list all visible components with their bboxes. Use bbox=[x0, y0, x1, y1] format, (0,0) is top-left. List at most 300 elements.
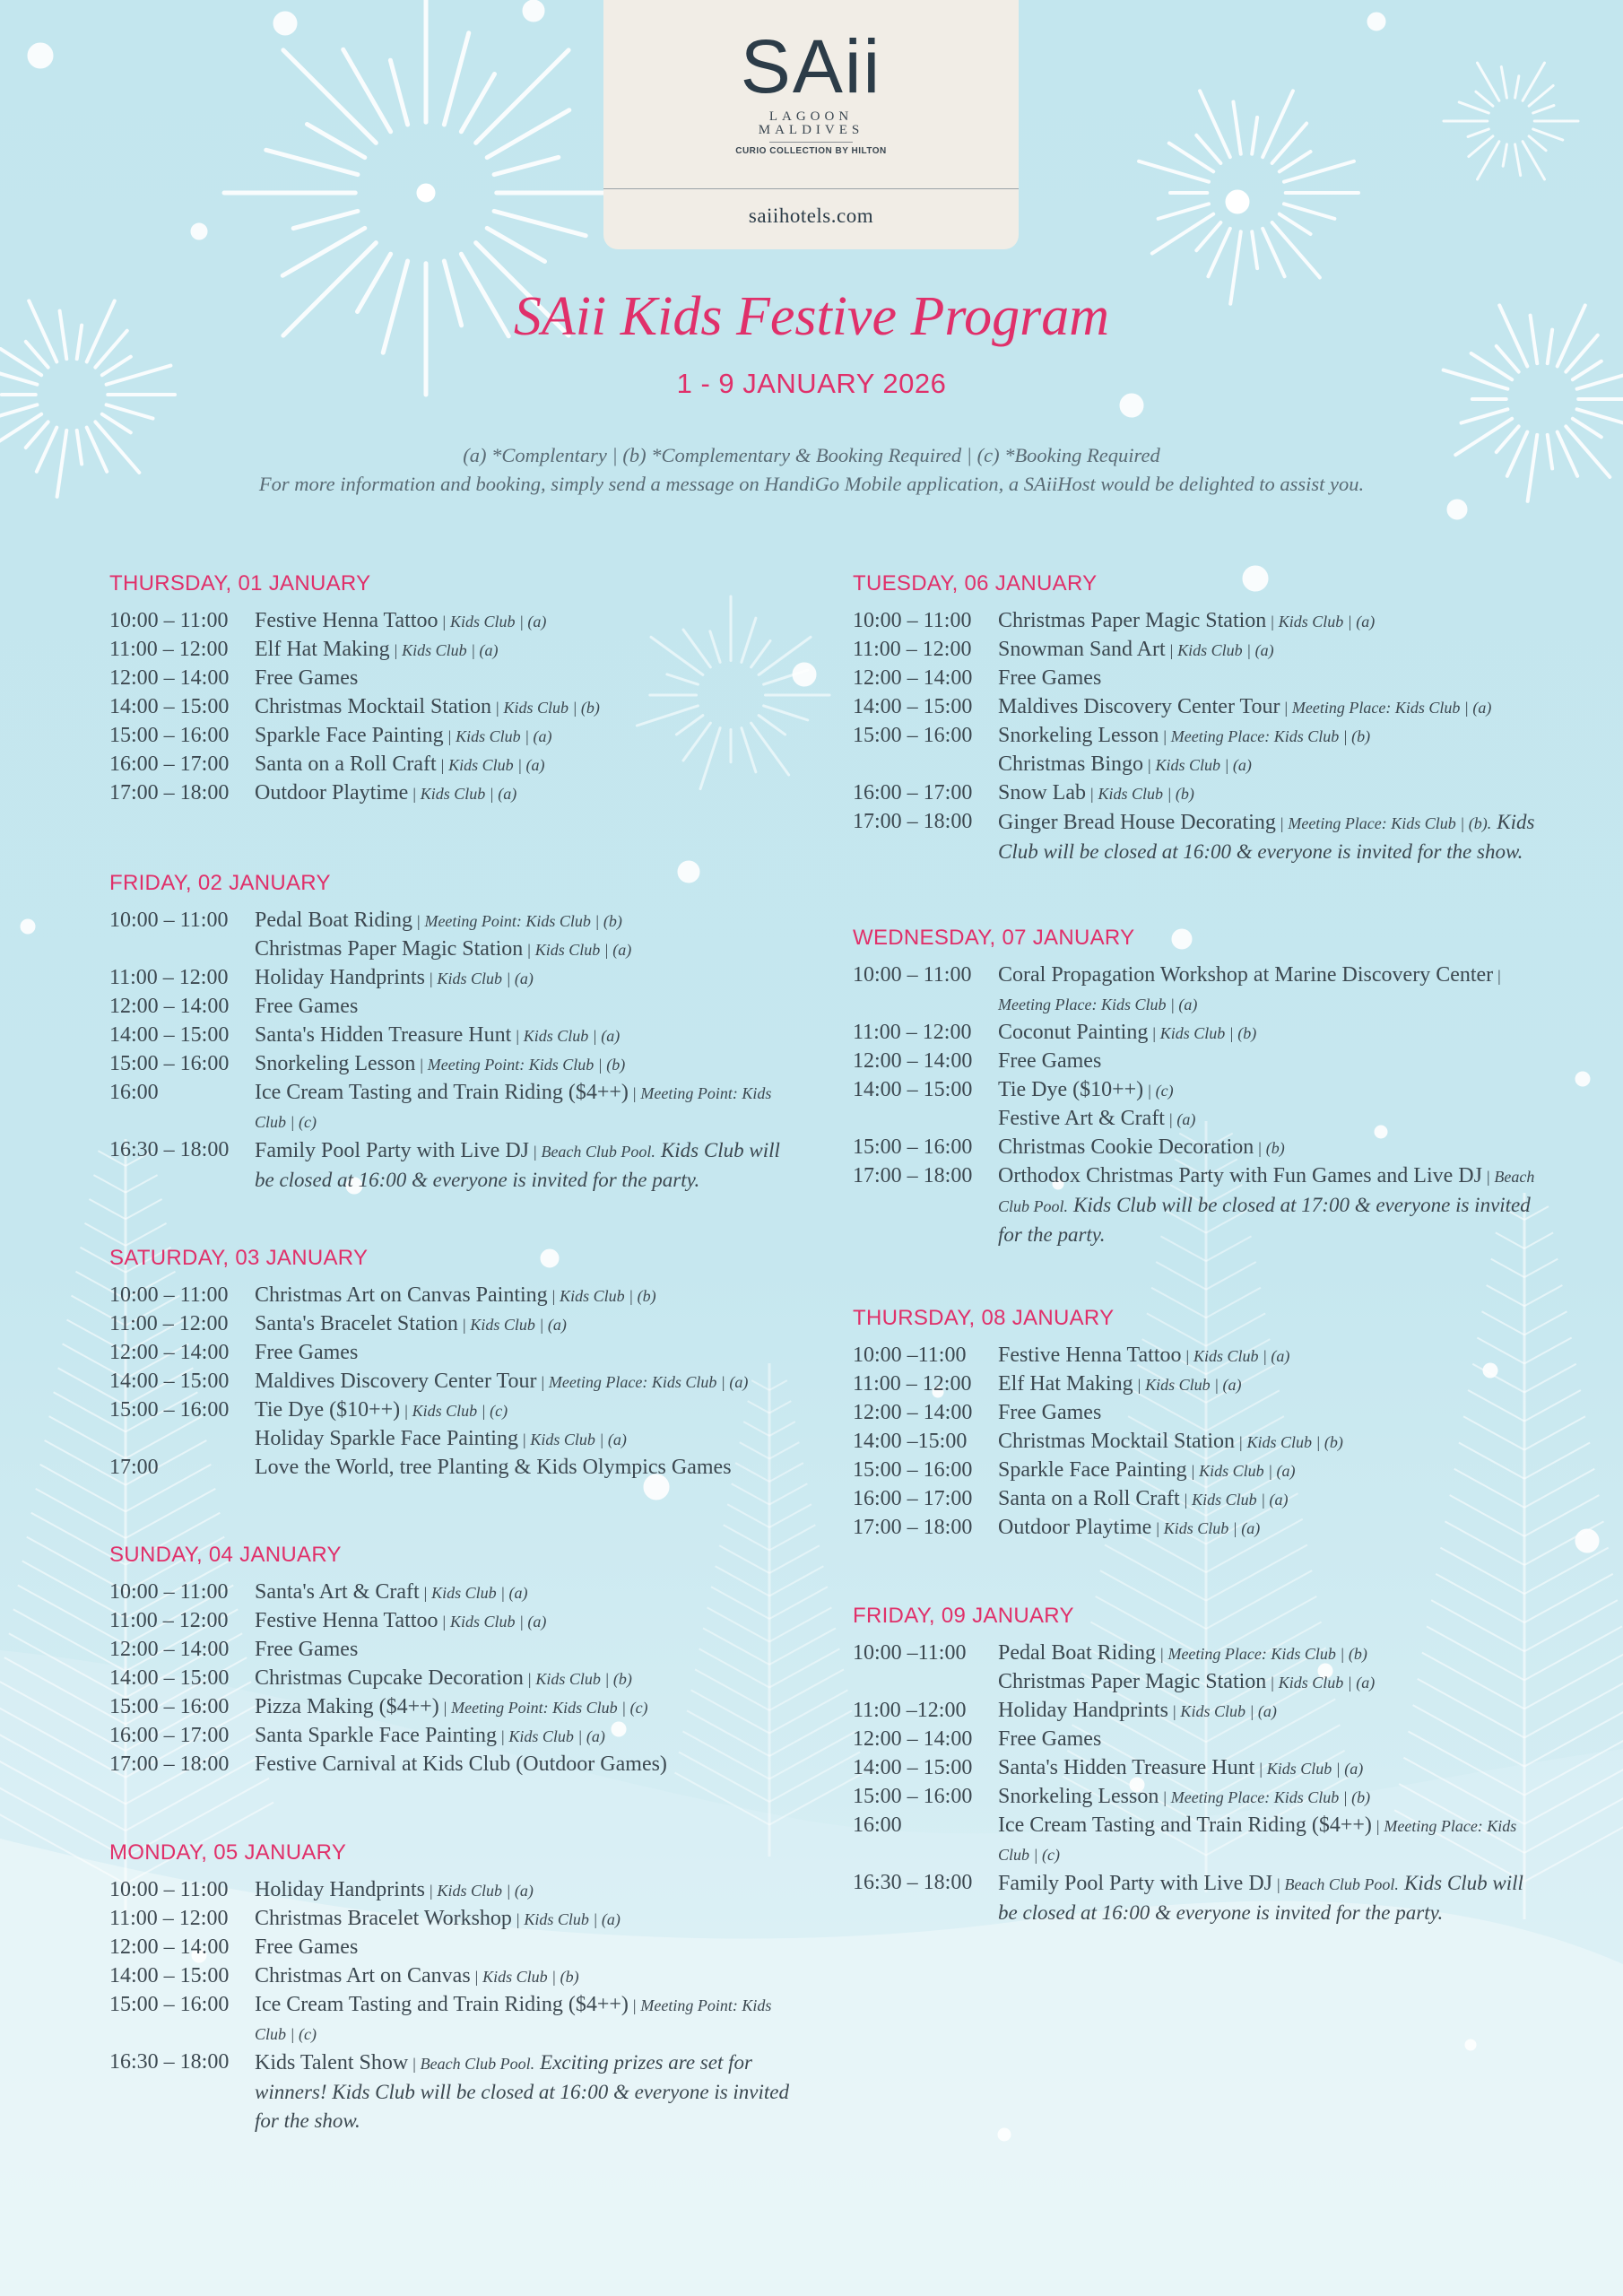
event-details bbox=[255, 1050, 793, 1079]
event-details bbox=[998, 1048, 1536, 1076]
event-time: 11:00 – 12:00 bbox=[853, 1021, 972, 1044]
event-meta: | Meeting Point: Kids Club | (b) bbox=[419, 1056, 626, 1074]
firework-ray bbox=[1252, 231, 1257, 268]
tree-branch bbox=[1524, 1285, 1562, 1306]
event-name: Festive Carnival at Kids Club (Outdoor Games) bbox=[255, 1752, 667, 1776]
event-time: 11:00 – 12:00 bbox=[109, 966, 229, 989]
event-time: 12:00 – 14:00 bbox=[109, 1638, 230, 1661]
event-row bbox=[853, 1783, 1570, 1812]
event-name: Christmas Art on Canvas bbox=[255, 1964, 471, 1987]
event-name: Pedal Boat Riding bbox=[255, 909, 412, 932]
event-details bbox=[998, 1639, 1536, 1668]
tree-branch bbox=[84, 1223, 126, 1246]
logo-subtitle-maldives: MALDIVES bbox=[758, 123, 864, 137]
event-details bbox=[255, 1636, 793, 1665]
event-name: Pedal Boat Riding bbox=[998, 1641, 1156, 1665]
event-name: Free Games bbox=[998, 666, 1102, 690]
booking-info: For more information and booking, simply send a message on HandiGo Mobile application, a SAiiHost would be delighted to assist you. bbox=[258, 473, 1365, 495]
event-time: 14:00 – 15:00 bbox=[853, 1078, 973, 1101]
event-details bbox=[998, 1514, 1536, 1543]
event-meta: | Meeting Place: Kids Club | (b) bbox=[1162, 727, 1371, 745]
event-row bbox=[109, 1396, 827, 1425]
event-row bbox=[109, 607, 827, 636]
event-meta: | Beach Club Pool. bbox=[533, 1143, 655, 1161]
event-meta: | Kids Club | (a) bbox=[1171, 1702, 1277, 1720]
firework-ray bbox=[1139, 161, 1209, 182]
event-time: 17:00 – 18:00 bbox=[109, 1752, 230, 1776]
event-meta: | Kids Club | (a) bbox=[526, 941, 632, 959]
event-list bbox=[853, 961, 1570, 1249]
event-name: Free Games bbox=[255, 1638, 359, 1661]
day-title: SATURDAY, 03 JANUARY bbox=[109, 1246, 369, 1270]
firework-core bbox=[1226, 190, 1249, 213]
snowflake bbox=[1575, 1529, 1599, 1552]
event-name: Christmas Mocktail Station bbox=[255, 695, 491, 718]
event-note: Exciting prizes are set for winners! Kids Club will be closed at 16:00 & everyone is invited for the show. bbox=[255, 2051, 790, 2132]
event-meta: | Meeting Point: Kids Club | (c) bbox=[442, 1699, 648, 1717]
event-details bbox=[998, 1370, 1536, 1399]
event-meta: | Kids Club | (a) bbox=[441, 613, 547, 631]
event-name: Christmas Paper Magic Station bbox=[998, 609, 1267, 632]
firework-ray bbox=[487, 228, 544, 261]
event-name: Christmas Paper Magic Station bbox=[255, 937, 524, 961]
program-date-range: 1 - 9 JANUARY 2026 bbox=[676, 368, 947, 399]
event-meta: | Meeting Point: Kids Club | (c) bbox=[255, 1996, 772, 2043]
firework-ray bbox=[1503, 144, 1506, 166]
firework-ray bbox=[307, 125, 364, 158]
event-time: 15:00 – 16:00 bbox=[109, 1398, 230, 1422]
event-meta: | Kids Club | (a) bbox=[1270, 613, 1376, 631]
event-row bbox=[109, 636, 827, 665]
event-time: 12:00 – 14:00 bbox=[853, 1727, 973, 1751]
event-time: 15:00 – 16:00 bbox=[853, 1785, 973, 1808]
event-meta: | Meeting Place: Kids Club | (a) bbox=[1283, 699, 1492, 717]
event-row bbox=[853, 751, 1570, 779]
event-name: Coconut Painting bbox=[998, 1021, 1149, 1044]
event-time: 16:00 – 17:00 bbox=[109, 752, 230, 776]
event-time: 14:00 – 15:00 bbox=[109, 1666, 230, 1690]
event-list bbox=[109, 1876, 827, 2135]
event-details bbox=[255, 1079, 793, 1136]
event-details bbox=[255, 1310, 793, 1339]
event-time: 12:00 – 14:00 bbox=[109, 1935, 230, 1959]
snowflake bbox=[21, 919, 35, 934]
tree-branch bbox=[1105, 1544, 1206, 1600]
event-time: 14:00 – 15:00 bbox=[853, 695, 973, 718]
event-meta: | Kids Club | (c) bbox=[404, 1402, 508, 1420]
event-name: Coral Propagation Workshop at Marine Discovery Center bbox=[998, 963, 1494, 987]
event-name: Festive Henna Tattoo bbox=[255, 609, 438, 632]
event-row bbox=[853, 1668, 1570, 1697]
firework-ray bbox=[1159, 204, 1209, 219]
tree-branch bbox=[1487, 1285, 1524, 1306]
event-row bbox=[853, 1639, 1570, 1668]
snowflake bbox=[523, 0, 544, 22]
event-meta: | Meeting Point: Kids Club | (b) bbox=[416, 912, 622, 930]
event-details bbox=[998, 665, 1536, 693]
event-meta: | Kids Club | (a) bbox=[439, 756, 545, 774]
event-time: 16:30 – 18:00 bbox=[853, 1871, 973, 1894]
event-row bbox=[853, 1697, 1570, 1726]
event-row bbox=[853, 1754, 1570, 1783]
event-details bbox=[998, 636, 1536, 665]
event-row bbox=[853, 1076, 1570, 1105]
event-details bbox=[998, 1019, 1536, 1048]
event-list bbox=[853, 1342, 1570, 1543]
event-time: 14:00 – 15:00 bbox=[109, 695, 230, 718]
event-time: 14:00 –15:00 bbox=[853, 1430, 968, 1453]
event-meta: | Kids Club | (b) bbox=[473, 1968, 579, 1986]
event-name: Free Games bbox=[998, 1049, 1102, 1073]
event-time: 15:00 – 16:00 bbox=[109, 724, 230, 747]
firework-ray bbox=[1280, 152, 1311, 171]
event-meta: | Kids Club | (b) bbox=[495, 699, 600, 717]
event-name: Ice Cream Tasting and Train Riding ($4++) bbox=[255, 1993, 629, 2016]
event-time: 10:00 – 11:00 bbox=[109, 609, 229, 632]
event-details bbox=[255, 1578, 793, 1607]
event-details bbox=[255, 1396, 793, 1425]
event-row bbox=[109, 693, 827, 722]
event-time: 16:00 – 17:00 bbox=[853, 781, 973, 804]
event-row bbox=[109, 1425, 827, 1454]
event-details bbox=[255, 1751, 793, 1779]
event-time: 16:00 – 17:00 bbox=[853, 1487, 973, 1510]
event-meta: | Meeting Place: Kids Club | (b) bbox=[1159, 1645, 1367, 1663]
event-time: 15:00 – 16:00 bbox=[109, 1695, 230, 1718]
event-details bbox=[255, 993, 793, 1022]
firework-ray bbox=[1272, 222, 1320, 277]
event-row bbox=[109, 1050, 827, 1079]
event-time: 12:00 – 14:00 bbox=[853, 1049, 973, 1073]
booking-legend: (a) *Complentary | (b) *Complementary & Booking Required | (c) *Booking Required bbox=[463, 444, 1160, 466]
logo-tagline: CURIO COLLECTION BY HILTON bbox=[735, 146, 887, 156]
tree-branch bbox=[126, 1223, 167, 1246]
firework-ray bbox=[1459, 102, 1488, 113]
event-time bbox=[109, 935, 255, 964]
event-details bbox=[255, 1607, 793, 1636]
firework-ray bbox=[1529, 85, 1553, 106]
event-name: Christmas Paper Magic Station bbox=[998, 1670, 1267, 1693]
event-details bbox=[998, 1697, 1536, 1726]
event-row bbox=[109, 722, 827, 751]
event-row bbox=[109, 1722, 827, 1751]
event-row bbox=[109, 1339, 827, 1368]
event-details bbox=[998, 1105, 1536, 1134]
event-meta: | Kids Club | (a) bbox=[1258, 1760, 1364, 1778]
event-details bbox=[255, 964, 793, 993]
event-row bbox=[853, 1134, 1570, 1162]
event-time: 14:00 – 15:00 bbox=[109, 1370, 230, 1393]
event-row bbox=[853, 961, 1570, 1019]
snowflake bbox=[273, 12, 297, 35]
event-time: 11:00 – 12:00 bbox=[109, 1312, 229, 1335]
event-name: Love the World, tree Planting & Kids Olympics Games bbox=[255, 1456, 732, 1479]
event-name: Santa's Bracelet Station bbox=[255, 1312, 458, 1335]
event-details bbox=[255, 1722, 793, 1751]
event-row bbox=[853, 1399, 1570, 1428]
event-row bbox=[853, 1105, 1570, 1134]
event-row bbox=[109, 2048, 827, 2135]
event-name: Santa on a Roll Craft bbox=[255, 752, 437, 776]
event-meta: | Kids Club | (a) bbox=[428, 970, 534, 987]
event-name: Tie Dye ($10++) bbox=[998, 1078, 1144, 1101]
firework-ray bbox=[1196, 135, 1220, 163]
event-details bbox=[255, 1136, 793, 1195]
event-row bbox=[109, 1693, 827, 1722]
event-meta: | Kids Club | (b) bbox=[1089, 785, 1194, 803]
event-row bbox=[109, 1079, 827, 1136]
tree-branch bbox=[36, 1489, 126, 1538]
event-note: Kids Club will be closed at 16:00 & everyone is invited for the show. bbox=[998, 811, 1535, 863]
event-time: 11:00 – 12:00 bbox=[109, 638, 229, 661]
event-name: Elf Hat Making bbox=[998, 1372, 1133, 1396]
website-link[interactable]: saiihotels.com bbox=[748, 204, 874, 227]
event-meta: | Kids Club | (a) bbox=[515, 1910, 621, 1928]
day-title: THURSDAY, 01 JANUARY bbox=[109, 571, 371, 596]
event-time: 17:00 – 18:00 bbox=[109, 781, 230, 804]
event-time bbox=[853, 751, 998, 779]
event-details bbox=[998, 1076, 1536, 1105]
event-row bbox=[853, 1457, 1570, 1485]
event-details bbox=[255, 607, 793, 636]
day-section bbox=[109, 1542, 827, 1779]
logo-card bbox=[603, 0, 1019, 249]
event-note: Kids Club will be closed at 16:00 & everyone is invited for the party. bbox=[255, 1139, 780, 1191]
event-row bbox=[109, 964, 827, 993]
event-row bbox=[109, 1136, 827, 1195]
tree-branch bbox=[1524, 1548, 1609, 1594]
event-row bbox=[109, 1934, 827, 1962]
event-row bbox=[853, 1019, 1570, 1048]
event-details bbox=[255, 935, 793, 964]
day-title: WEDNESDAY, 07 JANUARY bbox=[853, 926, 1135, 950]
event-meta: | Beach Club Pool. bbox=[998, 1168, 1535, 1215]
event-details bbox=[255, 751, 793, 779]
event-name: Ice Cream Tasting and Train Riding ($4++) bbox=[255, 1081, 629, 1104]
event-row bbox=[853, 1428, 1570, 1457]
event-name: Pizza Making ($4++) bbox=[255, 1695, 439, 1718]
firework-ray bbox=[461, 74, 494, 131]
firework-ray bbox=[1284, 161, 1354, 182]
event-meta: | Kids Club | (b) bbox=[1151, 1024, 1257, 1042]
event-row bbox=[853, 779, 1570, 808]
day-section bbox=[109, 870, 827, 1195]
event-list bbox=[109, 1282, 827, 1483]
event-time: 12:00 – 14:00 bbox=[109, 666, 230, 690]
day-section bbox=[853, 1305, 1570, 1543]
tree-branch bbox=[732, 1483, 769, 1504]
event-time: 17:00 – 18:00 bbox=[853, 810, 973, 833]
event-meta: | Kids Club | (a) bbox=[515, 1027, 621, 1045]
event-row bbox=[109, 1962, 827, 1991]
tree-branch bbox=[1524, 1259, 1558, 1277]
event-details bbox=[998, 693, 1536, 722]
event-list bbox=[853, 607, 1570, 866]
event-details bbox=[998, 751, 1536, 779]
event-time bbox=[853, 1668, 998, 1697]
event-meta: | Meeting Place: Kids Club | (b) bbox=[1162, 1788, 1371, 1806]
event-name: Christmas Bingo bbox=[998, 752, 1144, 776]
event-meta: | Kids Club | (a) bbox=[428, 1882, 534, 1900]
event-note: Kids Club will be closed at 16:00 & everyone is invited for the party. bbox=[998, 1872, 1523, 1924]
event-details bbox=[998, 808, 1536, 866]
event-details bbox=[255, 1934, 793, 1962]
program-title: SAii Kids Festive Program bbox=[513, 286, 1110, 347]
event-name: Festive Henna Tattoo bbox=[998, 1344, 1182, 1367]
event-details bbox=[255, 722, 793, 751]
firework-ray bbox=[1515, 144, 1521, 176]
logo-wordmark: SAii bbox=[740, 24, 882, 109]
event-name: Holiday Sparkle Face Painting bbox=[255, 1427, 518, 1450]
event-row bbox=[109, 1751, 827, 1779]
event-time: 11:00 –12:00 bbox=[853, 1699, 967, 1722]
firework-ray bbox=[1533, 129, 1563, 140]
event-row bbox=[853, 693, 1570, 722]
firework-ray bbox=[1515, 76, 1519, 98]
event-name: Christmas Art on Canvas Painting bbox=[255, 1283, 548, 1307]
event-time: 12:00 – 14:00 bbox=[853, 1401, 973, 1424]
day-section bbox=[853, 925, 1570, 1249]
event-row bbox=[109, 1368, 827, 1396]
event-row bbox=[853, 808, 1570, 866]
event-details bbox=[255, 1425, 793, 1454]
event-row bbox=[109, 1578, 827, 1607]
event-time: 10:00 –11:00 bbox=[853, 1641, 967, 1665]
snowflake bbox=[1447, 500, 1467, 519]
event-name: Santa's Hidden Treasure Hunt bbox=[255, 1023, 512, 1047]
event-name: Holiday Handprints bbox=[255, 1878, 425, 1901]
firework-ray bbox=[476, 50, 568, 143]
event-row bbox=[853, 1812, 1570, 1869]
event-details bbox=[998, 1726, 1536, 1754]
event-time: 17:00 – 18:00 bbox=[853, 1516, 973, 1539]
event-name: Family Pool Party with Live DJ bbox=[998, 1872, 1272, 1895]
event-row bbox=[109, 665, 827, 693]
event-row bbox=[109, 907, 827, 935]
event-list bbox=[109, 607, 827, 808]
firework-ray bbox=[1280, 214, 1311, 234]
event-time: 14:00 – 15:00 bbox=[853, 1756, 973, 1779]
event-name: Snow Lab bbox=[998, 781, 1086, 804]
event-time: 10:00 – 11:00 bbox=[109, 1878, 229, 1901]
event-meta: | Meeting Point: Kids Club | (c) bbox=[255, 1084, 772, 1131]
snowflake bbox=[28, 43, 53, 68]
event-details bbox=[255, 1368, 793, 1396]
event-details bbox=[255, 693, 793, 722]
event-details bbox=[255, 1876, 793, 1905]
event-details bbox=[255, 636, 793, 665]
event-time bbox=[109, 1425, 255, 1454]
tree-branch bbox=[89, 1199, 126, 1219]
day-title: MONDAY, 05 JANUARY bbox=[109, 1840, 347, 1865]
event-row bbox=[109, 1310, 827, 1339]
firework-ray bbox=[293, 211, 358, 228]
event-row bbox=[109, 1636, 827, 1665]
event-details bbox=[255, 1339, 793, 1368]
event-row bbox=[853, 1869, 1570, 1927]
event-name: Outdoor Playtime bbox=[255, 781, 409, 804]
event-name: Elf Hat Making bbox=[255, 638, 390, 661]
firework-core bbox=[417, 184, 435, 202]
event-details bbox=[255, 1962, 793, 1991]
event-row bbox=[853, 1726, 1570, 1754]
firework-ray bbox=[1462, 409, 1508, 422]
event-name: Free Games bbox=[998, 1401, 1102, 1424]
event-details bbox=[998, 1399, 1536, 1428]
firework-ray bbox=[107, 404, 153, 418]
event-time: 11:00 – 12:00 bbox=[109, 1609, 229, 1632]
day-section bbox=[109, 570, 827, 808]
firework-ray bbox=[1200, 91, 1230, 157]
event-name: Santa on a Roll Craft bbox=[998, 1487, 1180, 1510]
event-name: Free Games bbox=[255, 1935, 359, 1959]
event-row bbox=[109, 1991, 827, 2048]
event-time: 11:00 – 12:00 bbox=[853, 638, 972, 661]
event-time: 14:00 – 15:00 bbox=[109, 1964, 230, 1987]
day-section bbox=[109, 1839, 827, 2135]
event-meta: | Kids Club | (b) bbox=[1238, 1433, 1343, 1451]
firework-ray bbox=[1469, 136, 1493, 157]
event-name: Festive Art & Craft bbox=[998, 1107, 1165, 1130]
event-meta: | Kids Club | (b) bbox=[526, 1670, 632, 1688]
event-time: 15:00 – 16:00 bbox=[109, 1052, 230, 1075]
event-meta: | Kids Club | (a) bbox=[461, 1316, 567, 1334]
event-row bbox=[109, 1876, 827, 1905]
event-details bbox=[255, 1454, 793, 1483]
event-details bbox=[255, 1022, 793, 1050]
event-time: 11:00 – 12:00 bbox=[109, 1907, 229, 1930]
event-details bbox=[255, 907, 793, 935]
firework-ray bbox=[1468, 129, 1488, 136]
tree-branch bbox=[769, 1772, 864, 1824]
event-time: 15:00 – 16:00 bbox=[853, 724, 973, 747]
event-meta: | Kids Club | (a) bbox=[393, 641, 499, 659]
event-meta: | Beach Club Pool. bbox=[1276, 1875, 1399, 1893]
firework-ray bbox=[283, 50, 376, 143]
snowflake bbox=[1367, 13, 1385, 30]
tree-branch bbox=[727, 1504, 769, 1527]
event-time: 10:00 – 11:00 bbox=[109, 909, 229, 932]
event-row bbox=[109, 1607, 827, 1636]
event-meta: | Kids Club | (a) bbox=[1147, 756, 1252, 774]
event-meta: | Kids Club | (a) bbox=[1270, 1674, 1376, 1692]
firework-ray bbox=[444, 33, 468, 125]
firework-ray bbox=[1263, 91, 1293, 157]
event-meta: | (b) bbox=[1257, 1139, 1285, 1157]
event-row bbox=[109, 751, 827, 779]
event-row bbox=[853, 636, 1570, 665]
event-details bbox=[998, 1783, 1536, 1812]
event-name: Tie Dye ($10++) bbox=[255, 1398, 401, 1422]
event-details bbox=[255, 1905, 793, 1934]
event-row bbox=[109, 1022, 827, 1050]
event-meta: | Kids Club | (a) bbox=[1168, 641, 1274, 659]
day-title: THURSDAY, 08 JANUARY bbox=[853, 1306, 1115, 1330]
event-row bbox=[853, 1162, 1570, 1249]
event-details bbox=[998, 1485, 1536, 1514]
event-name: Santa's Art & Craft bbox=[255, 1580, 420, 1604]
event-time: 10:00 –11:00 bbox=[853, 1344, 967, 1367]
event-details bbox=[998, 961, 1536, 1019]
firework-ray bbox=[494, 157, 559, 174]
event-row bbox=[853, 1370, 1570, 1399]
logo-rule bbox=[769, 142, 853, 143]
event-time: 12:00 – 14:00 bbox=[853, 666, 973, 690]
firework-ray bbox=[1476, 91, 1493, 106]
event-meta: | Meeting Place: Kids Club | (b). bbox=[1279, 814, 1492, 832]
event-row bbox=[853, 1514, 1570, 1543]
event-time: 10:00 – 11:00 bbox=[109, 1283, 229, 1307]
